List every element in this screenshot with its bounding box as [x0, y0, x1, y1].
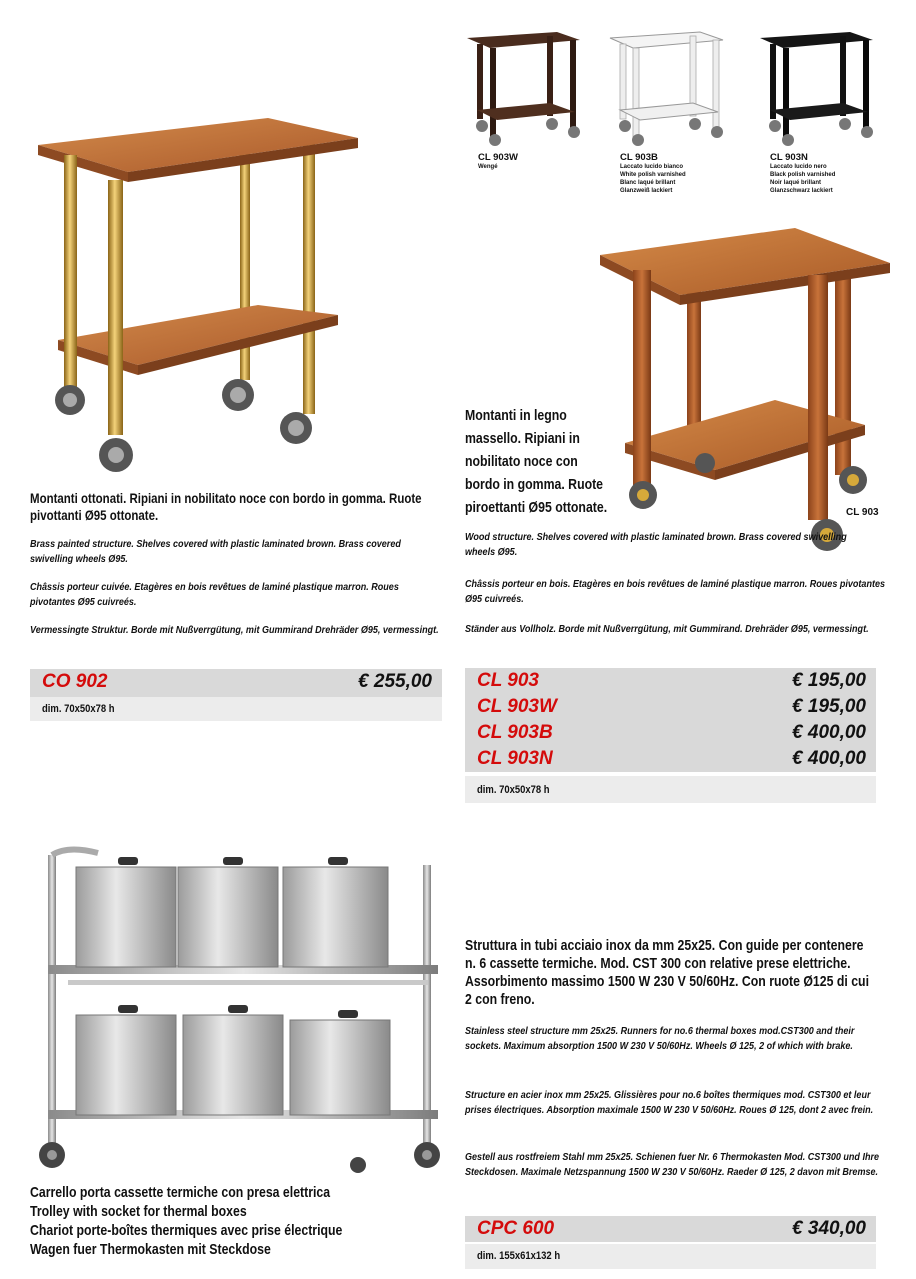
- product-price: € 400,00: [792, 748, 866, 769]
- co902-desc-de: Vermessingte Struktur. Borde mit Nußverrgütung, mit Gummirand Drehräder Ø95, vermessingt.: [30, 624, 439, 636]
- variant-note: Laccato lucido bianco: [620, 164, 684, 170]
- dimensions: dim. 155x61x132 h: [477, 1250, 561, 1262]
- product-code: CO 902: [42, 671, 108, 692]
- cpc600-desc-it: Struttura in tubi acciaio inox da mm 25x25. Con guide per contenere n. 6 cassette termiche. Mod. CST 300 con relative prese elettriche. Assorbimento massimo 1500 W 230 V 50/60Hz. Con ruote Ø125 di cui 2 con freno.: [465, 937, 869, 1008]
- cl903b-variant-photo: [605, 28, 725, 148]
- product-price: € 340,00: [792, 1218, 866, 1239]
- product-price: € 400,00: [792, 722, 866, 743]
- cpc600-price-box: [465, 1216, 876, 1242]
- cpc600-desc-fr: Structure en acier inox mm 25x25. Glissières pour no.6 boîtes thermiques mod. CST300 et leur prises électriques. Absorption maximale 1500 W 230 V 50/60Hz. Roues Ø 125, dont 2 avec frein.: [465, 1089, 874, 1116]
- co902-desc-it: Montanti ottonati. Ripiani in nobilitato noce con bordo in gomma. Ruote pivottanti Ø95 ottonate.: [30, 490, 422, 523]
- caption-line: Trolley with socket for thermal boxes: [30, 1203, 247, 1220]
- variant-note: Noir laqué brillant: [770, 180, 822, 186]
- dimensions: dim. 70x50x78 h: [477, 784, 550, 796]
- caption-line: Carrello porta cassette termiche con presa elettrica: [30, 1184, 331, 1201]
- variant-code: CL 903B: [620, 152, 658, 163]
- cl903-photo-label: CL 903: [846, 507, 879, 518]
- variant-note: Black polish varnished: [770, 172, 836, 178]
- cl903-desc-de: Ständer aus Vollholz. Borde mit Nußverrgütung, mit Gummirand. Drehräder Ø95, vermessingt.: [465, 623, 869, 635]
- product-code: CL 903: [477, 670, 539, 691]
- variant-note: Laccato lucido nero: [770, 164, 827, 170]
- cl903-desc-it: Montanti in legno massello. Ripiani in nobilitato noce con bordo in gomma. Ruote piroettanti Ø95 ottonate.: [465, 407, 608, 516]
- product-code: CL 903W: [477, 696, 557, 717]
- variant-note: Glanzweiß lackiert: [620, 188, 673, 194]
- cpc600-desc-de: Gestell aus rostfreiem Stahl mm 25x25. Schienen fuer Nr. 6 Thermokasten Mod. CST300 und Ihre Steckdosen. Maximale Netzspannung 1500 W 230 V 50/60Hz. Raeder Ø 125, 2 davon mit Bremse.: [465, 1151, 880, 1178]
- product-code: CL 903B: [477, 722, 553, 743]
- product-code: CL 903N: [477, 748, 553, 769]
- variant-note: Wengé: [478, 164, 498, 170]
- co902-price-box: [30, 669, 442, 721]
- product-price: € 255,00: [358, 671, 432, 692]
- variant-code: CL 903W: [478, 152, 518, 163]
- cl903w-variant-photo: [462, 28, 582, 148]
- co902-trolley-photo: [28, 110, 368, 480]
- cl903w-variant-label: [478, 152, 588, 171]
- co902-desc-fr: Châssis porteur cuivée. Etagères en bois revêtues de laminé plastique marron. Roues pivotantes Ø95 cuivreés.: [30, 581, 399, 608]
- cpc600-desc-en: Stainless steel structure mm 25x25. Runners for no.6 thermal boxes mod.CST300 and their sockets. Maximum absorption 1500 W 230 V 50/60Hz. Wheels Ø 125, 2 of which with brake.: [465, 1025, 855, 1052]
- dimensions: dim. 70x50x78 h: [42, 703, 115, 715]
- cl903n-variant-label: [770, 152, 890, 195]
- product-code: CPC 600: [477, 1218, 555, 1239]
- cl903-desc-en: Wood structure. Shelves covered with plastic laminated brown. Brass covered swivelling wheels Ø95.: [465, 531, 847, 558]
- cpc600-trolley-photo: [28, 845, 448, 1175]
- cl903-price-box: [465, 668, 876, 772]
- variant-note: White polish varnished: [620, 172, 686, 178]
- product-price: € 195,00: [792, 670, 866, 691]
- cl903-desc-fr: Châssis porteur en bois. Etagères en bois revêtues de laminé plastique marron. Roues pivotantes Ø95 cuivreés.: [465, 578, 886, 605]
- product-price: € 195,00: [792, 696, 866, 717]
- cl903n-variant-photo: [755, 28, 875, 153]
- caption-line: Chariot porte-boîtes thermiques avec prise électrique: [30, 1222, 343, 1239]
- variant-note: Blanc laqué brillant: [620, 180, 676, 186]
- co902-desc-en: Brass painted structure. Shelves covered with plastic laminated brown. Brass covered swivelling wheels Ø95.: [30, 538, 401, 565]
- caption-line: Wagen fuer Thermokasten mit Steckdose: [30, 1241, 271, 1258]
- variant-code: CL 903N: [770, 152, 808, 163]
- cpc600-caption: [30, 1183, 411, 1259]
- cl903b-variant-label: [620, 152, 740, 195]
- variant-note: Glanzschwarz lackiert: [770, 188, 833, 194]
